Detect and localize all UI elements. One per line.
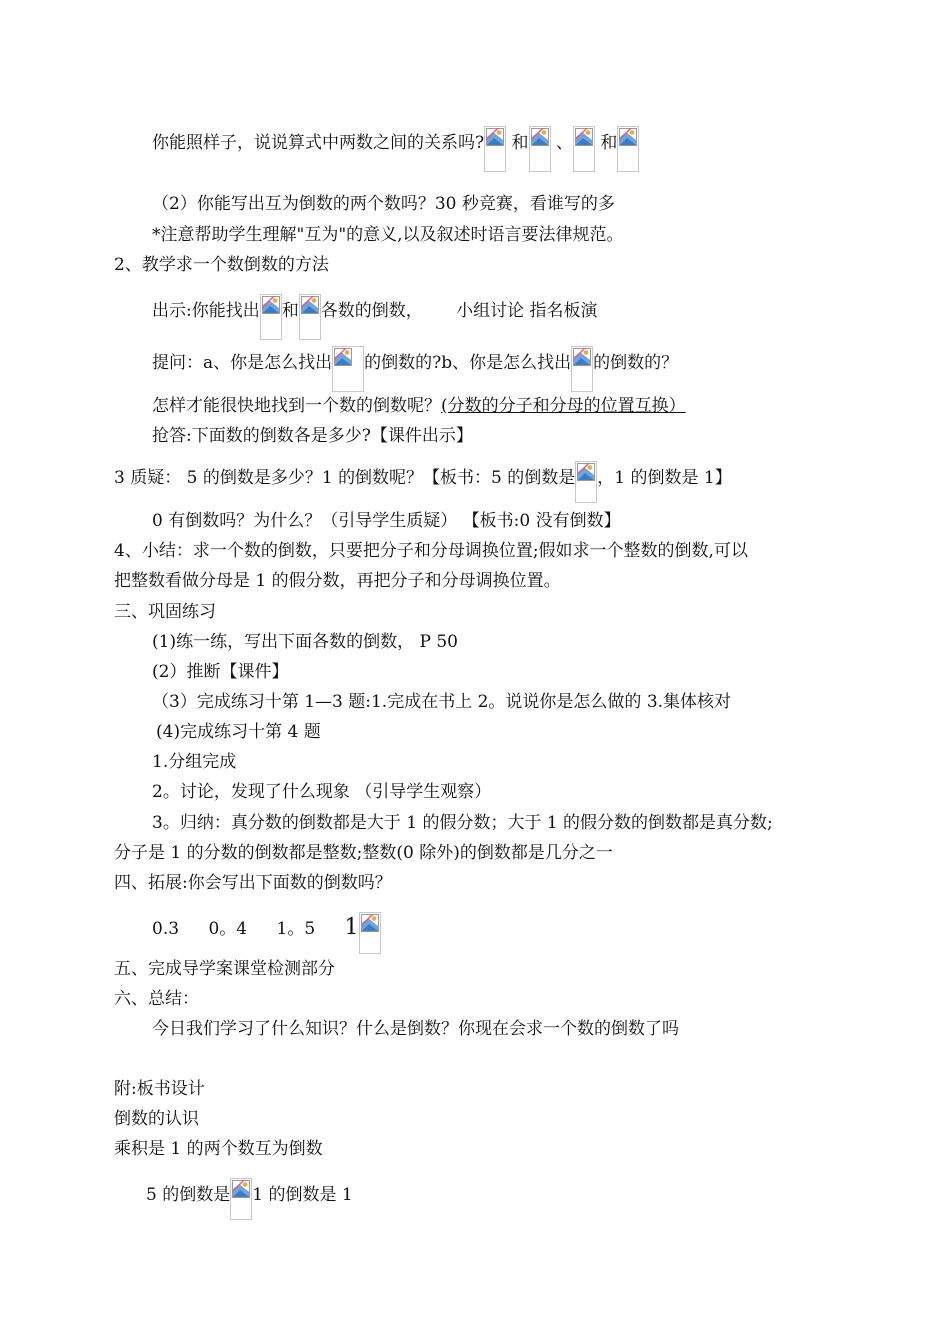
line-appendix: 附:板书设计 [114,1079,205,1099]
broken-image-icon [359,912,381,954]
line-board-definition: 乘积是 1 的两个数互为倒数 [114,1139,323,1159]
section-heading-method: 2、教学求一个数倒数的方法 [114,255,329,275]
section-heading-summary: 六、总结： [114,989,199,1009]
broken-image-icon [571,346,593,392]
line-contest: （2）你能写出互为倒数的两个数吗？30 秒竞赛，看谁写的多 [152,194,615,214]
line-summary-2: 把整数看做分母是 1 的假分数，再把分子和分母调换位置。 [114,571,561,591]
line-conclude-2: 分子是 1 的分数的倒数都是整数;整数(0 除外)的倒数都是几分之一 [114,843,613,863]
line-group: 1.分组完成 [152,752,237,772]
broken-image-icon [230,1178,252,1220]
broken-image-icon [332,346,364,392]
line-practice-4: (4)完成练习十第 4 题 [156,722,321,742]
broken-image-icon [617,126,639,172]
line-practice-1: (1)练一练，写出下面各数的倒数， P 50 [152,632,458,652]
line-quick-answer: 抢答:下面数的倒数各是多少?【课件出示】 [152,426,473,446]
line-discuss: 2。讨论，发现了什么现象 （引导学生观察） [152,782,492,802]
broken-image-icon [484,126,506,172]
line-question: 提问：a、你是怎么找出 的倒数的?b、你是怎么找出 的倒数的？ [152,346,678,392]
line-conclude-1: 3。归纳：真分数的倒数都是大于 1 的假分数；大于 1 的假分数的倒数都是真分数; [152,813,773,833]
line-numbers: 0.3 0。4 1。5 1 [152,912,381,954]
line-board-title: 倒数的认识 [114,1109,199,1129]
line-zero: 0 有倒数吗？为什么？（引导学生质疑） 【板书:0 没有倒数】 [152,511,621,531]
line-relation-question: 你能照样子，说说算式中两数之间的关系吗? 和 、 和 [152,126,639,172]
broken-image-icon [529,126,551,172]
line-note: *注意帮助学生理解"互为"的意义,以及叙述时语言要法律规范。 [152,225,624,245]
line-show: 出示:你能找出 和 各数的倒数， 小组讨论 指名板演 [152,294,598,340]
line-summary-question: 今日我们学习了什么知识？什么是倒数？你现在会求一个数的倒数了吗 [152,1019,679,1039]
line-summary-1: 4、小结：求一个数的倒数，只要把分子和分母调换位置;假如求一个整数的倒数,可以 [114,541,748,561]
broken-image-icon [575,461,597,503]
broken-image-icon [299,294,321,340]
line-practice-3: （3）完成练习十第 1—3 题:1.完成在书上 2。说说你是怎么做的 3.集体核对 [152,692,732,712]
line-board-reciprocal: 5 的倒数是 1 的倒数是 1 [146,1178,353,1220]
line-practice-2: (2）推断【课件】 [152,662,289,682]
broken-image-icon [260,294,282,340]
section-heading-practice: 三、巩固练习 [114,602,216,622]
line-query: 3 质疑： 5 的倒数是多少？1 的倒数呢？【板书：5 的倒数是 ，1 的倒数是 1】 [114,461,732,503]
broken-image-icon [573,126,595,172]
line-how-fast: 怎样才能很快地找到一个数的倒数呢？(分数的分子和分母的位置互换） [152,396,686,416]
section-heading-guide: 五、完成导学案课堂检测部分 [114,959,335,979]
section-heading-extend: 四、拓展:你会写出下面数的倒数吗？ [114,873,392,893]
